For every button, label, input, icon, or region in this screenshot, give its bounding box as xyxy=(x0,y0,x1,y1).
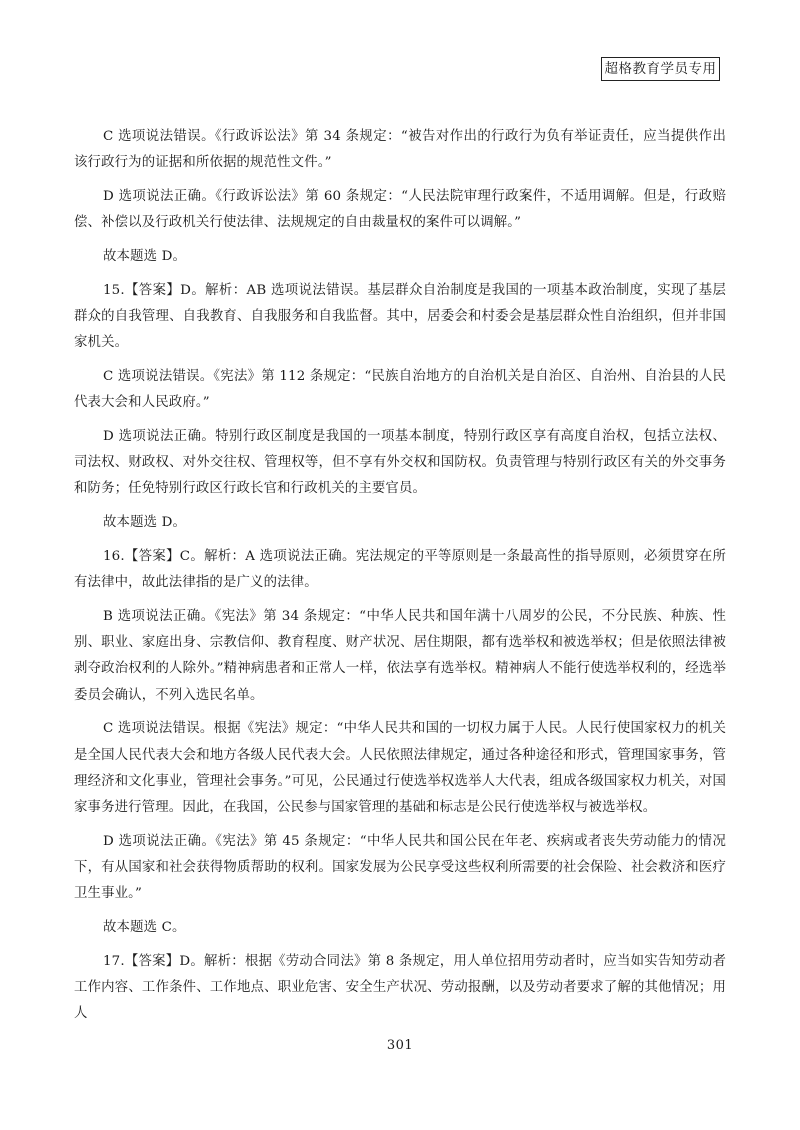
header-stamp: 超格教育学员专用 xyxy=(601,57,720,81)
paragraph: C 选项说法错误。《宪法》第 112 条规定：“民族自治地方的自治机关是自治区、自治州、自治县的人民代表大会和人民政府。” xyxy=(74,369,726,411)
paragraph: B 选项说法正确。《宪法》第 34 条规定：“中华人民共和国年满十八周岁的公民，不分民族、种族、性别、职业、家庭出身、宗教信仰、教育程度、财产状况、居住期限，都有选举权和被选举权；但是依照法律被剥夺政治权利的人除外。”精神病患者和正常人一样，依法享有选举权。精神病人不能行使选举权利的，经选举委员会确认，不列入选民名单。 xyxy=(74,609,726,703)
paragraph: C 选项说法错误。《行政诉讼法》第 34 条规定：“被告对作出的行政行为负有举证责任，应当提供作出该行政行为的证据和所依据的规范性文件。” xyxy=(74,129,726,171)
paragraph: 故本题选 C。 xyxy=(103,920,186,936)
paragraph: 16.【答案】C。解析：A 选项说法正确。宪法规定的平等原则是一条最高性的指导原则，必须贯穿在所有法律中，故此法律指的是广义的法律。 xyxy=(74,549,726,591)
paragraph: 15.【答案】D。解析：AB 选项说法错误。基层群众自治制度是我国的一项基本政治制度，实现了基层群众的自我管理、自我教育、自我服务和自我监督。其中，居委会和村委会是基层群众性自治组织，但并非国家机关。 xyxy=(74,282,726,351)
paragraph: 17.【答案】D。解析：根据《劳动合同法》第 8 条规定，用人单位招用劳动者时，应当如实告知劳动者工作内容、工作条件、工作地点、职业危害、安全生产状况、劳动报酬，以及劳动者要求了解的其他情况；用人 xyxy=(74,953,726,1022)
paragraph: D 选项说法正确。《行政诉讼法》第 60 条规定：“人民法院审理行政案件，不适用调解。但是，行政赔偿、补偿以及行政机关行使法律、法规规定的自由裁量权的案件可以调解。” xyxy=(74,189,726,231)
paragraph: D 选项说法正确。《宪法》第 45 条规定：“中华人民共和国公民在年老、疾病或者丧失劳动能力的情况下，有从国家和社会获得物质帮助的权利。国家发展为公民享受这些权利所需要的社会保险、社会救济和医疗卫生事业。” xyxy=(74,833,726,902)
paragraph: 故本题选 D。 xyxy=(103,515,186,531)
paragraph: C 选项说法错误。根据《宪法》规定：“中华人民共和国的一切权力属于人民。人民行使国家权力的机关是全国人民代表大会和地方各级人民代表大会。人民依照法律规定，通过各种途径和形式，管理国家事务，管理经济和文化事业，管理社会事务。”可见，公民通过行使选举权选举人大代表，组成各级国家权力机关，对国家事务进行管理。因此，在我国，公民参与国家管理的基础和标志是公民行使选举权与被选举权。 xyxy=(74,721,726,816)
paragraph: D 选项说法正确。特别行政区制度是我国的一项基本制度，特别行政区享有高度自治权，包括立法权、司法权、财政权、对外交往权、管理权等，但不享有外交权和国防权。负责管理与特别行政区有关的外交事务和防务；任免特别行政区行政长官和行政机关的主要官员。 xyxy=(74,429,726,497)
page-number: 301 xyxy=(386,1038,414,1053)
page-body xyxy=(74,124,726,1035)
paragraph: 故本题选 D。 xyxy=(103,249,186,264)
